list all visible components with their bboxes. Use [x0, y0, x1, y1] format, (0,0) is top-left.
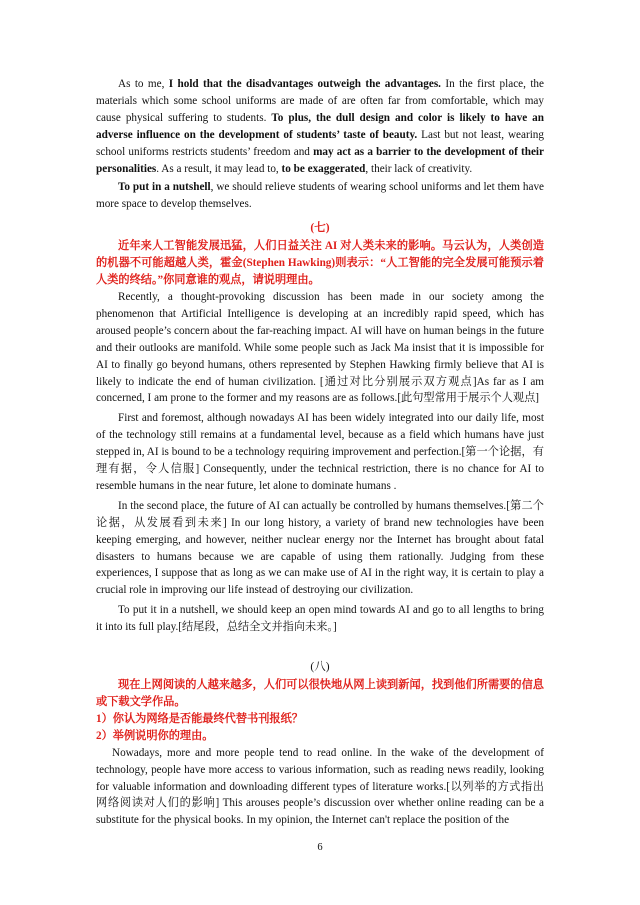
- bold-point: may act as a barrier to the development of their personalities: [96, 145, 544, 175]
- section-title-8: (八): [310, 661, 330, 674]
- text-run: In the first place, the materials which some school uniforms are made of are often far from comfortable, which may cause physical suffering to students.: [96, 78, 544, 124]
- section-8-question-1: 1）你认为网络是否能最终代替书刊报纸？: [96, 712, 303, 725]
- bold-phrase: To put in a nutshell: [118, 181, 211, 194]
- section-7-prompt: [96, 238, 544, 289]
- prompt-text: 近年来人工智能发展迅猛，人们日益关注: [118, 240, 325, 253]
- text-run: , their lack of creativity.: [365, 162, 473, 175]
- prompt-text: 则表示：“人工智能的完全发展可能预示着人类的终结。”你同意谁的观点，请说明理由。: [96, 257, 544, 287]
- text-run: As to me,: [118, 78, 169, 90]
- bold-point: To plus, the dull design and color is likely to have an adverse influence on the development of students’ taste of beauty.: [96, 111, 544, 141]
- section-8-prompt: 现在上网阅读的人越来越多，人们可以很快地从网上读到新闻，找到他们所需要的信息或下载文学作品。: [96, 679, 544, 708]
- prompt-text: AI: [324, 240, 338, 253]
- section-7-paragraph-1: Recently, a thought-provoking discussion has been made in our society among the phenomenon that Artificial Intelligence is developing at an incredibly rapid speed, which has aroused people’s concern about the far-reaching impact. AI will have on human beings in the future and their outlooks are manifold. While some people such as Jack Ma insist that it is impossible for AI to finally go beyond humans, others represented by Stephen Hawking firmly believe that AI is likely to indicate the end of human civilization. [通过对比分别展示双方观点]As far as I am concerned, I am prone to the former and my reasons are as follows.[此句型常用于展示个人观点]: [96, 290, 544, 405]
- section-7-paragraph-4: To put it in a nutshell, we should keep an open mind towards AI and go to all lengths to bring it into its full play.[结尾段，总结全文并指向未来。]: [96, 604, 544, 634]
- text-run: , we should relieve students of wearing school uniforms and let them have more space to develop themselves.: [96, 181, 544, 211]
- section-title-7: (七): [310, 222, 330, 235]
- text-run: . As a result, it may lead to,: [156, 162, 282, 175]
- section-8-paragraph-1: Nowadays, more and more people tend to read online. In the wake of the development of technology, people have more access to various information, such as reading news readily, looking for valuable information and downloading different types of literature works.[以列举的方式指出网络阅读对人们的影响] This arouses people’s discussion over whether online reading can be a substitute for the physical books. In my opinion, the Internet can't replace the position of the: [96, 746, 544, 827]
- bold-phrase: to be exaggerated: [281, 162, 366, 175]
- bold-thesis: I hold that the disadvantages outweigh the advantages.: [168, 78, 441, 90]
- prompt-text: (Stephen Hawking): [242, 257, 336, 270]
- document-page: [96, 76, 544, 829]
- section-7-paragraph-3: In the second place, the future of AI can actually be controlled by humans themselves.[第二个论据，从发展看到未来] In our long history, a variety of brand new technologies have been keeping emerging, and however, neither nuclear energy nor the Internet has brought about fatal disasters to humans because we are capable of using them rationally. Judging from these experiences, I suppose that as long as we can make use of AI in the right way, it is certain to play a crucial role in improving our life instead of destroying our civilization.: [96, 499, 544, 597]
- section-8-question-2: 2）举例说明你的理由。: [96, 729, 214, 742]
- paragraph-school-uniforms-disadvantages: [96, 76, 544, 177]
- paragraph-conclusion-uniforms: [96, 179, 544, 213]
- text-run: Last but not least, wearing school uniforms restricts students’ freedom and: [96, 128, 544, 158]
- prompt-text: 对人类未来的影响。马云认为，人类创造的机器不可能超越人类，霍金: [96, 240, 544, 270]
- page-number: 6: [317, 842, 323, 853]
- section-7-paragraph-2: First and foremost, although nowadays AI has been widely integrated into our daily life, most of the technology still remains at a fundamental level, because as a field which humans have just stepped in, AI is bound to be a technology requiring improvement and perfection.[第一个论据，有理有据，令人信服] Consequently, under the technical restriction, there is no chance for AI to resemble humans in the near future, let alone to dominate humans .: [96, 412, 544, 492]
